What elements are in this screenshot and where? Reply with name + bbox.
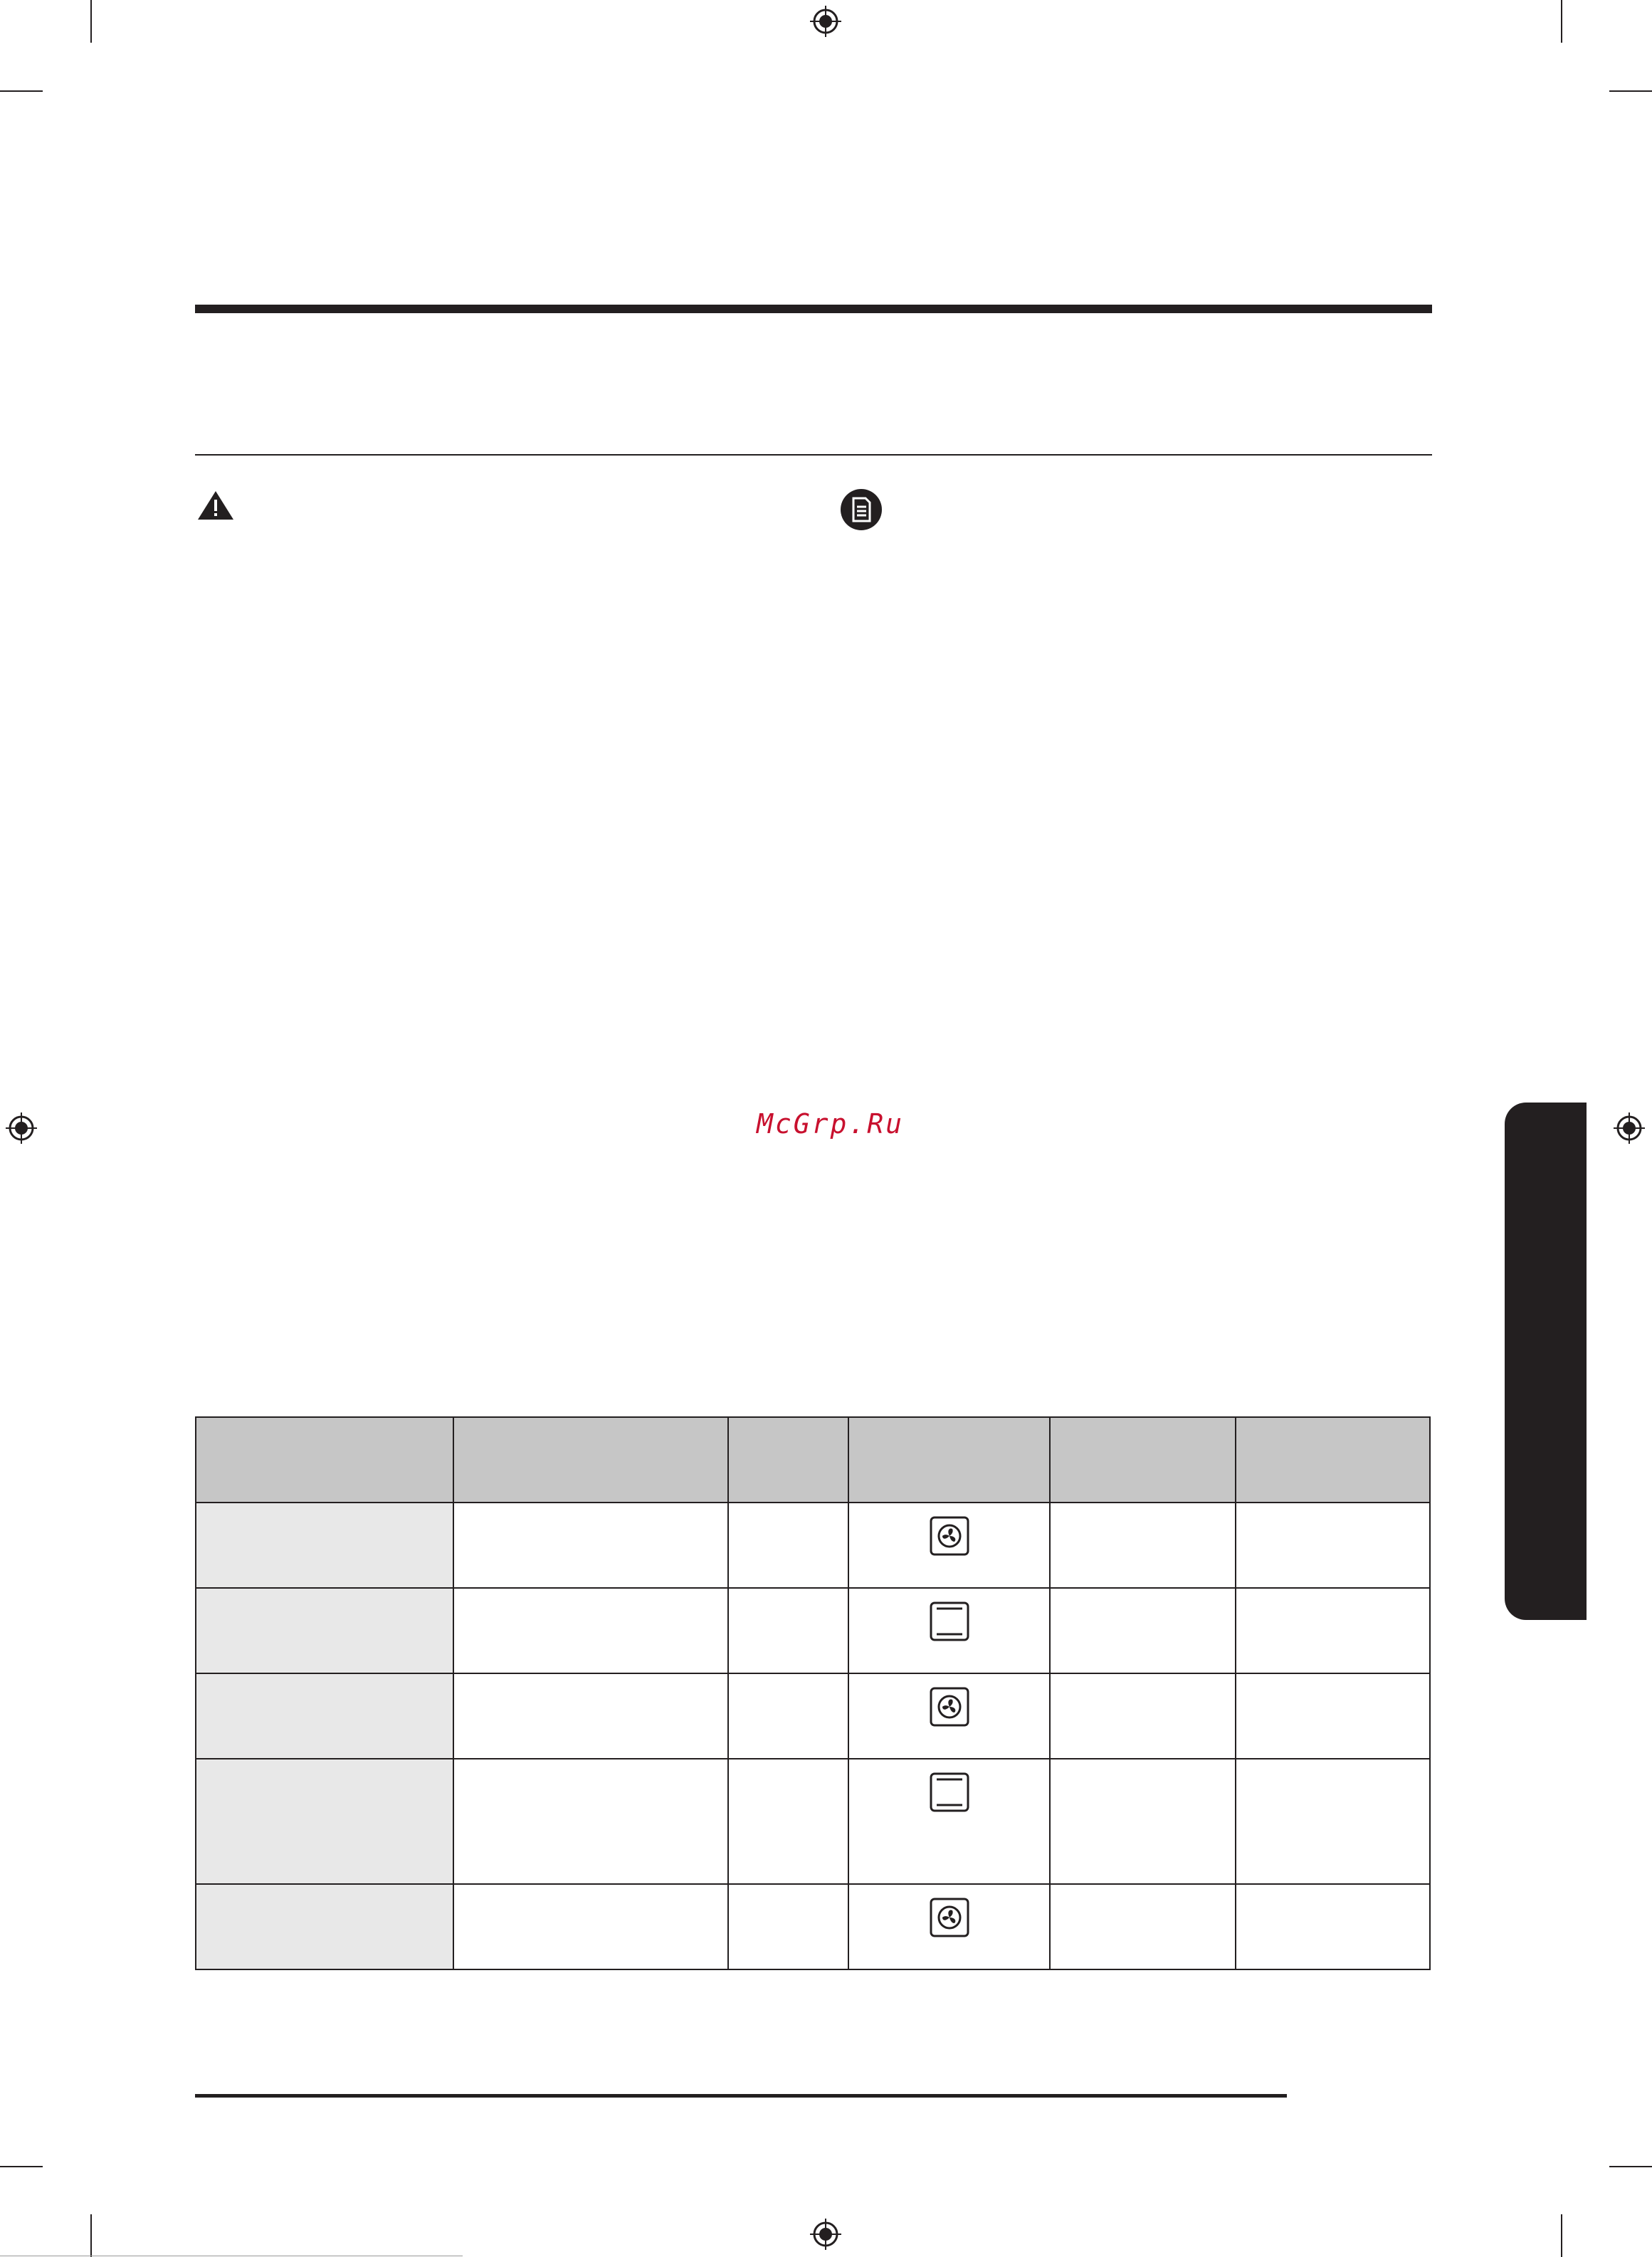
- table-cell-dish: [196, 1503, 453, 1588]
- table-row: [196, 1673, 1430, 1759]
- registration-mark-icon: [1614, 1112, 1645, 1144]
- crop-mark-top-right: [1561, 0, 1562, 43]
- cooking-guide-table: [195, 1416, 1431, 1970]
- crop-mark-bottom-left: [90, 2214, 92, 2257]
- table-header-cell: [728, 1417, 848, 1503]
- table-cell-dish: [196, 1673, 453, 1759]
- table-header-row: [196, 1417, 1430, 1503]
- footer-rule: [195, 2094, 1287, 2098]
- table-header-cell: [848, 1417, 1050, 1503]
- section-side-tab: [1505, 1103, 1587, 1620]
- crop-mark-bottom-right: [1561, 2214, 1562, 2257]
- table-cell: [453, 1503, 728, 1588]
- table-cell: [728, 1503, 848, 1588]
- top-bottom-heat-mode-icon: [930, 1772, 969, 1812]
- table-cell-dish: [196, 1884, 453, 1969]
- table-cell: [453, 1673, 728, 1759]
- table-cell: [1236, 1588, 1430, 1673]
- crop-mark-bottom-right-h: [1609, 2166, 1652, 2167]
- table-header-cell: [1050, 1417, 1236, 1503]
- warning-triangle-icon: [196, 490, 235, 521]
- table-cell: [1236, 1503, 1430, 1588]
- fan-convection-mode-icon: [930, 1898, 969, 1937]
- table-row: [196, 1759, 1430, 1884]
- table-cell-dish: [196, 1588, 453, 1673]
- fan-convection-mode-icon: [930, 1687, 969, 1727]
- registration-mark-icon: [810, 6, 841, 37]
- crop-mark-top-left: [90, 0, 92, 43]
- table-header-cell: [196, 1417, 453, 1503]
- note-document-icon: [840, 488, 883, 531]
- table-cell-mode: [848, 1759, 1050, 1884]
- table-cell: [453, 1759, 728, 1884]
- table-cell: [1050, 1759, 1236, 1884]
- table-cell: [728, 1884, 848, 1969]
- watermark-text: McGrp.Ru: [757, 1108, 905, 1140]
- crop-mark-top-left-h: [0, 90, 43, 92]
- table-row: [196, 1503, 1430, 1588]
- fan-convection-mode-icon: [930, 1516, 969, 1556]
- table-cell: [728, 1759, 848, 1884]
- table-cell-mode: [848, 1588, 1050, 1673]
- table-cell: [1236, 1673, 1430, 1759]
- table-row: [196, 1588, 1430, 1673]
- table-cell: [1236, 1884, 1430, 1969]
- table-cell: [1050, 1884, 1236, 1969]
- table-cell: [453, 1884, 728, 1969]
- registration-mark-icon: [6, 1112, 37, 1144]
- table-cell: [728, 1588, 848, 1673]
- top-bottom-heat-mode-icon: [930, 1601, 969, 1641]
- table-cell: [1050, 1673, 1236, 1759]
- table-cell: [1236, 1759, 1430, 1884]
- table-header-cell: [453, 1417, 728, 1503]
- header-rule-thin: [195, 454, 1432, 456]
- table-header-cell: [1236, 1417, 1430, 1503]
- table-cell-dish: [196, 1759, 453, 1884]
- header-rule-thick: [195, 305, 1432, 313]
- table-row: [196, 1884, 1430, 1969]
- table-cell: [1050, 1503, 1236, 1588]
- table-cell-mode: [848, 1884, 1050, 1969]
- table-cell: [728, 1673, 848, 1759]
- crop-mark-top-right-h: [1609, 90, 1652, 92]
- table-cell-mode: [848, 1673, 1050, 1759]
- registration-mark-icon: [810, 2219, 841, 2250]
- table-cell: [1050, 1588, 1236, 1673]
- table-cell: [453, 1588, 728, 1673]
- table-cell-mode: [848, 1503, 1050, 1588]
- crop-mark-bottom-left-h: [0, 2166, 43, 2167]
